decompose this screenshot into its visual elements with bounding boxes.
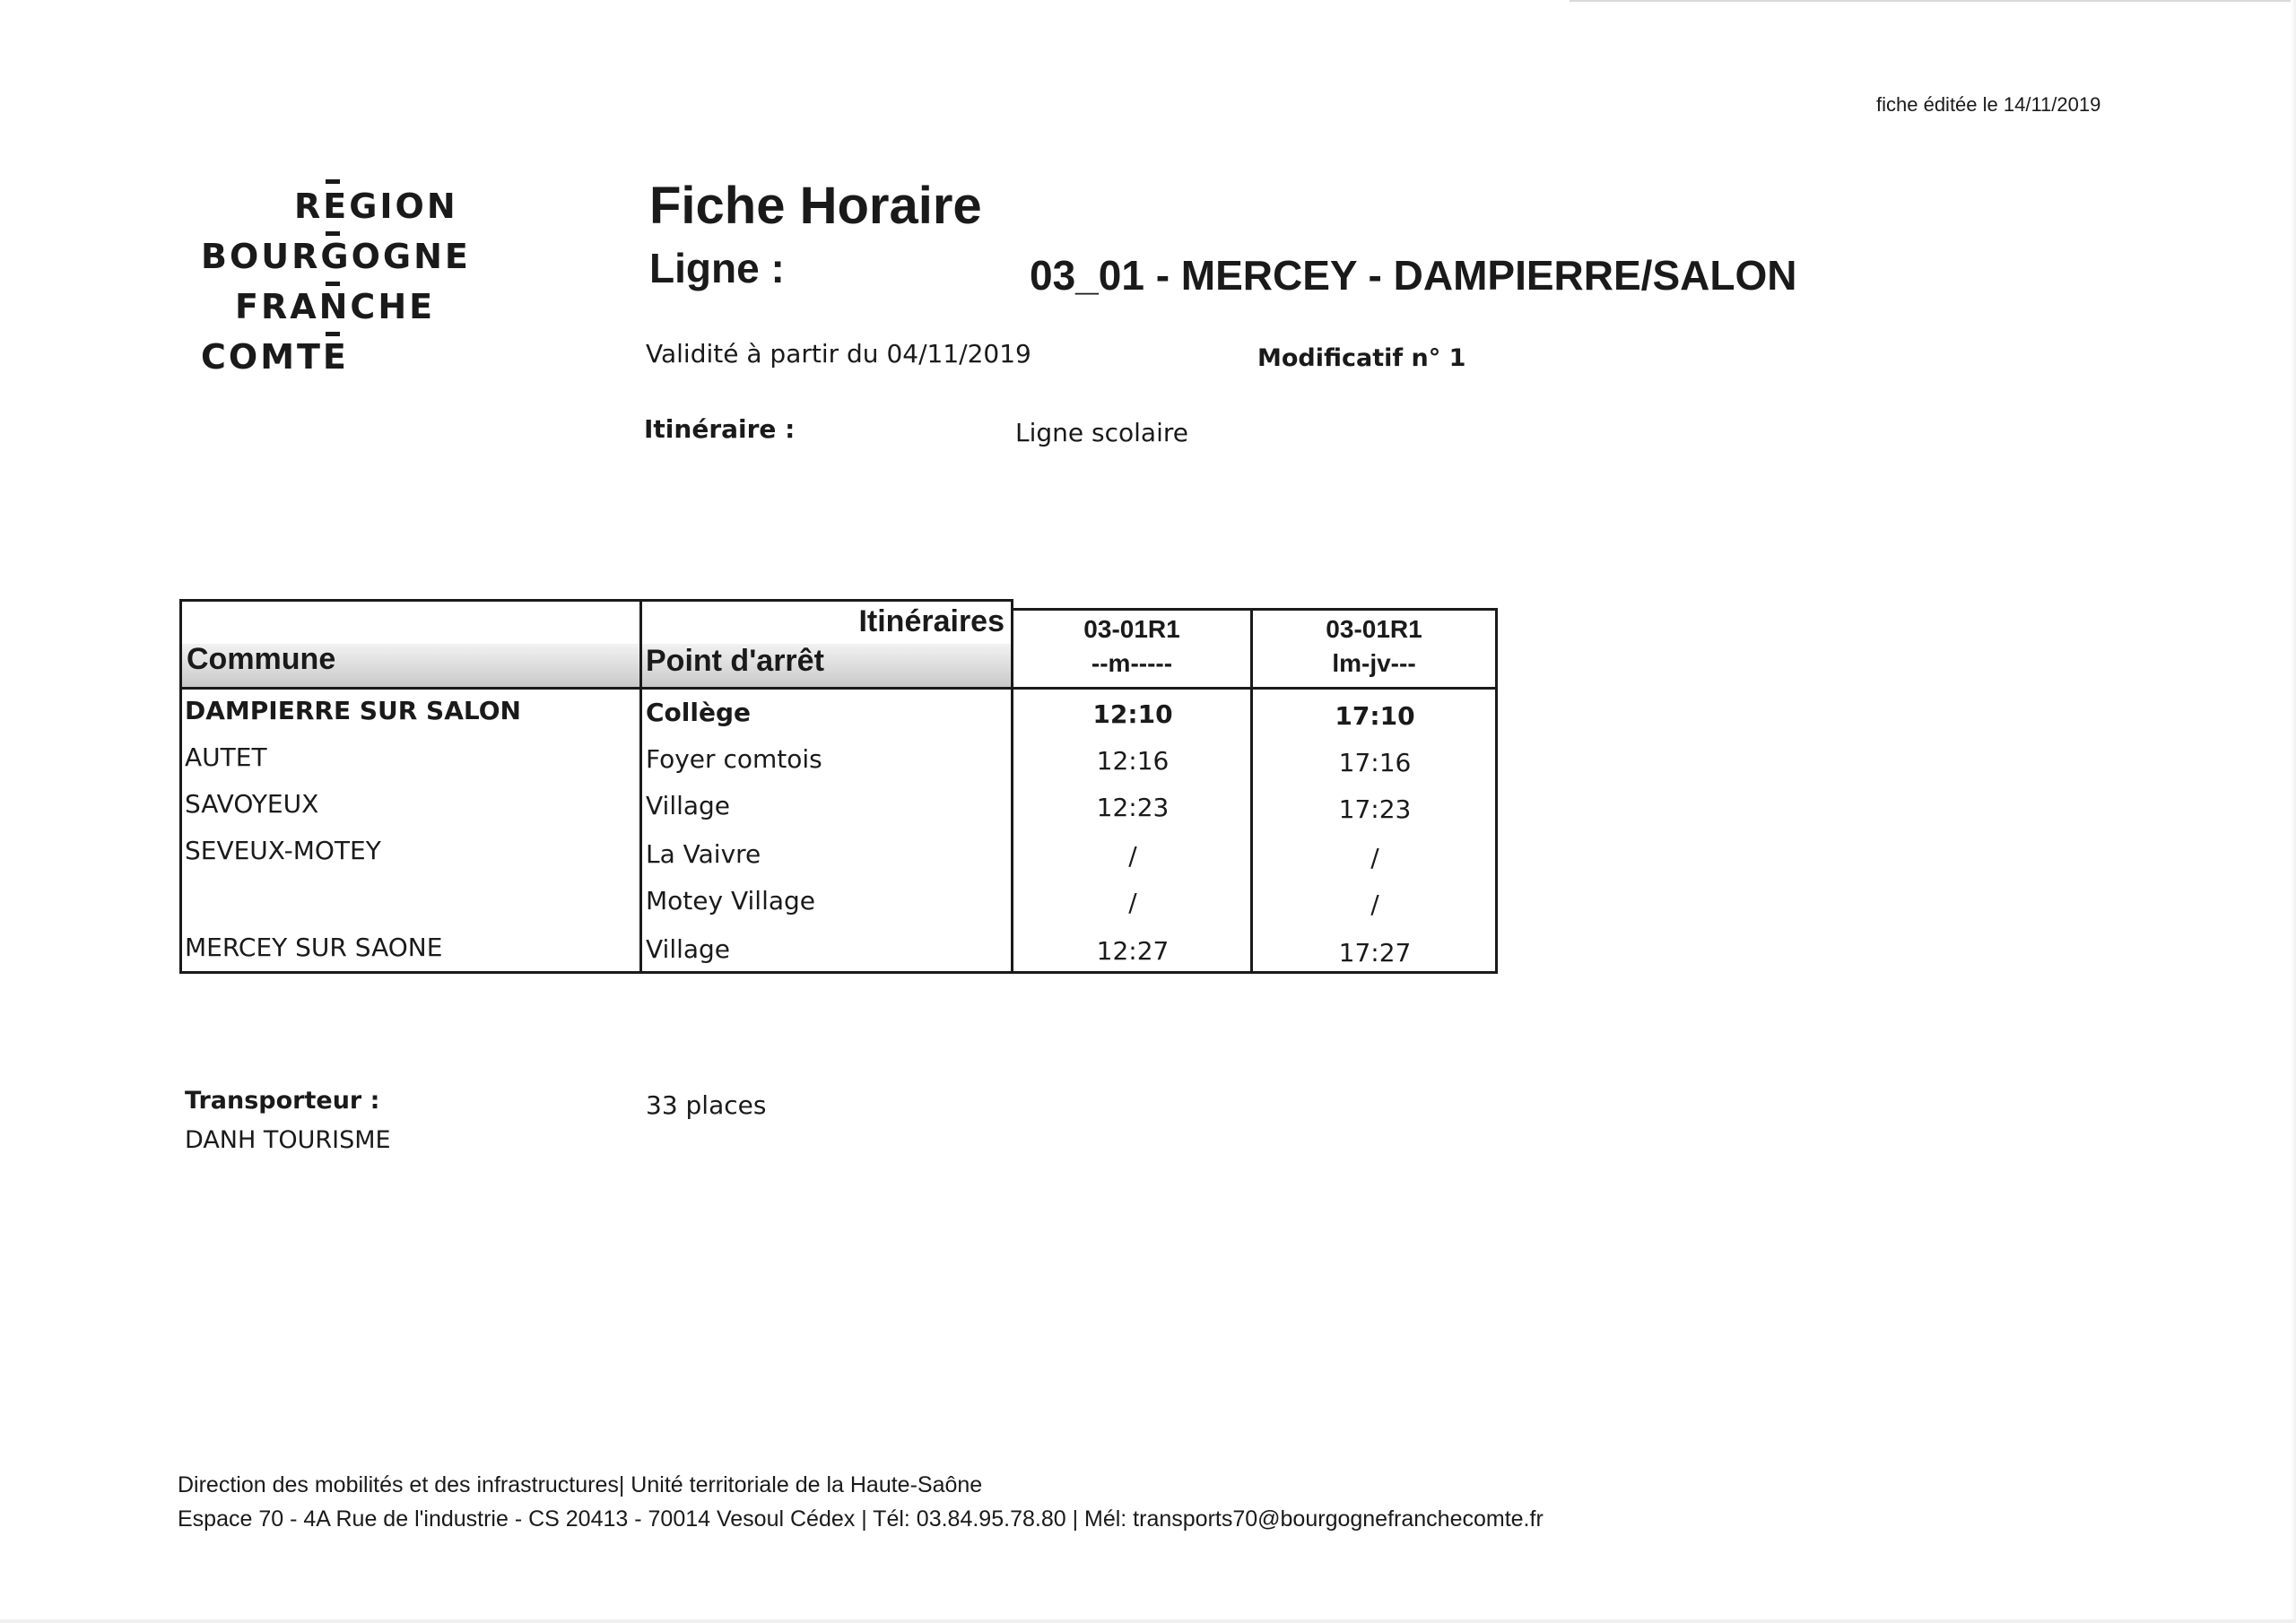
scan-artifact-top	[1570, 0, 2296, 2]
commune-cell: MERCEY SUR SAONE	[185, 933, 443, 962]
service-code-1: 03-01R1	[1083, 615, 1180, 643]
time-cell: 12:23	[1096, 793, 1170, 822]
logo-bar	[326, 282, 340, 286]
ligne-value: 03_01 - MERCEY - DAMPIERRE/SALON	[1030, 252, 1797, 299]
time-cell: 17:10	[1335, 701, 1415, 731]
carrier-label: Transporteur :	[185, 1087, 380, 1115]
carrier-name: DANH TOURISME	[185, 1126, 391, 1154]
logo-line-1: REGION	[294, 187, 458, 226]
logo-line-4: COMTE	[201, 337, 349, 377]
time-cell: 12:10	[1092, 699, 1173, 729]
scan-artifact-bottom	[0, 1619, 2296, 1623]
footer-contact: Espace 70 - 4A Rue de l'industrie - CS 20413 - 70014 Vesoul Cédex | Tél: 03.84.95.78.80 | Mél: transports70@bourgognefranchecomte.fr	[178, 1506, 1544, 1532]
time-cell: 17:23	[1338, 794, 1412, 824]
seat-count: 33 places	[646, 1090, 767, 1120]
time-cell: 12:16	[1096, 746, 1170, 776]
table-header-line	[179, 687, 1498, 690]
time-cell: /	[1128, 841, 1137, 871]
footer-department: Direction des mobilités et des infrastructures| Unité territoriale de la Haute-Saône	[178, 1472, 983, 1497]
logo-bar	[326, 332, 340, 336]
time-cell: 17:16	[1338, 748, 1412, 777]
service-days-1: --m-----	[1091, 649, 1173, 677]
edit-date: fiche éditée le 14/11/2019	[1876, 93, 2101, 116]
service-code-2: 03-01R1	[1326, 615, 1422, 643]
stop-cell: Motey Village	[646, 886, 815, 916]
commune-cell: DAMPIERRE SUR SALON	[185, 696, 521, 725]
time-cell: 17:27	[1338, 938, 1412, 968]
logo-line-2: BOURGOGNE	[201, 237, 471, 276]
scan-artifact-edge	[2291, 0, 2296, 1623]
commune-cell: SEVEUX-MOTEY	[185, 836, 381, 865]
commune-cell: AUTET	[185, 742, 267, 772]
region-logo	[197, 179, 493, 386]
logo-bar	[326, 179, 340, 184]
modification-number: Modificatif n° 1	[1257, 344, 1466, 372]
stop-cell: Village	[646, 934, 731, 964]
time-cell: /	[1370, 843, 1379, 872]
col-itineraires: Itinéraires	[858, 604, 1004, 638]
service-days-2: lm-jv---	[1332, 649, 1416, 677]
commune-cell: SAVOYEUX	[185, 789, 319, 819]
page-title: Fiche Horaire	[649, 177, 982, 235]
timetable	[179, 599, 1498, 974]
itinerary-value: Ligne scolaire	[1015, 418, 1188, 447]
col-commune: Commune	[187, 642, 336, 676]
logo-bar	[326, 231, 340, 236]
stop-cell: Collège	[646, 698, 752, 727]
logo-line-3: FRANCHE	[235, 287, 436, 326]
time-cell: /	[1370, 890, 1379, 919]
col-point-arret: Point d'arrêt	[646, 644, 824, 678]
itinerary-label: Itinéraire :	[644, 414, 796, 444]
time-cell: 12:27	[1096, 936, 1170, 966]
validity-date: Validité à partir du 04/11/2019	[646, 339, 1031, 369]
ligne-label: Ligne :	[649, 245, 785, 291]
stop-cell: La Vaivre	[646, 839, 761, 869]
stop-cell: Foyer comtois	[646, 744, 822, 774]
time-cell: /	[1128, 888, 1137, 917]
stop-cell: Village	[646, 791, 731, 820]
